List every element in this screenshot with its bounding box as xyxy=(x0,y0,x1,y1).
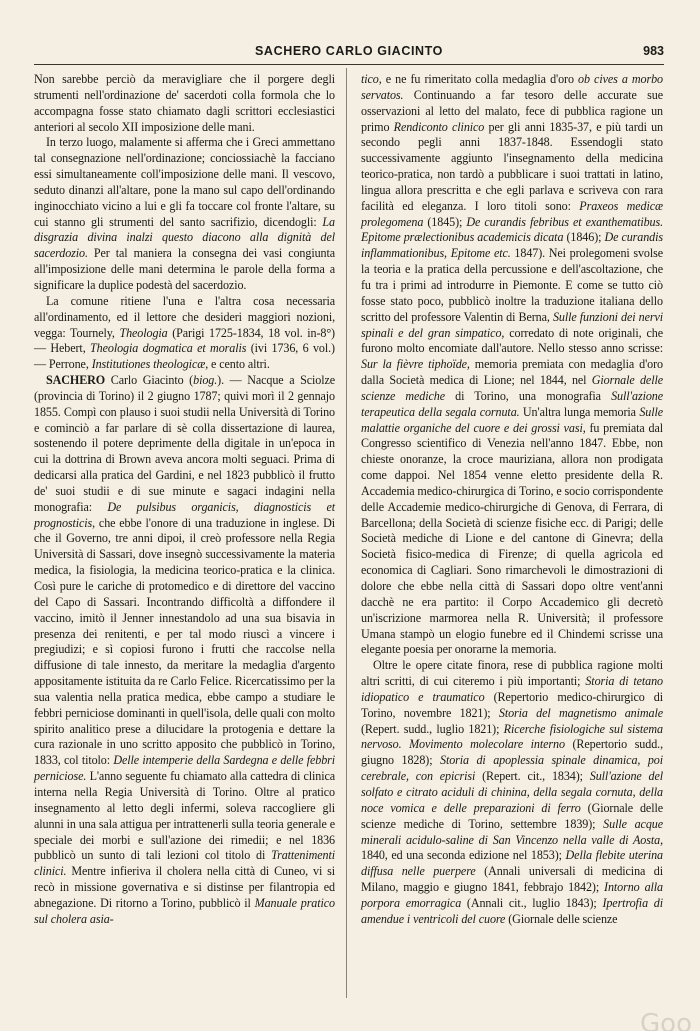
entry-sachero: SACHERO Carlo Giacinto (biog.). — Nacque a Sciolze (provincia di Torino) il 2 giugno 1787; quivi morì il 2 gennajo 1855. Compì con plauso i suoi studii nella Università di Torino e cominciò a far parlare di sè colla dissertazione di laurea, sostenendo il potere deprimente della digitale in un'epoca in cui la dottrina di Brown aveva ancora molti seguaci. Prima di dedicarsi alla pratica del Gardini, e nel 1823 pubblicò il frutto de' suoi studii e di sue minute e sagaci indagini nella monografia: De pulsibus organicis, diagnosticis et prognosticis, che ebbe l'onore di una traduzione in inglese. Di che il Governo, tre anni dipoi, il creò professore nella Regia Università di Sassari, dove insegnò successivamente la materia medica, la fisiologia, la medicina teorico-pratica e la clinica. Così pure le cariche di protomedico e di direttore del vaccino del Capo di Sassari. Incontrando difficoltà a diffondere il vaccino, imitò il Jenner innestandolo ad una sua bisavia in presenza dei renitenti, e per tal modo riuscì a vincere i pregiudizi; e sì copiosi furono i frutti che raccolse nella diffusione di tale innesto, da meritare la medaglia d'argento appositamente istituita da re Carlo Felice. Ricercatissimo per la sua valentia nella pratica medica, ebbe campo a studiare le febbri perniciose dominanti in quell'isola, delle quali con molto spirito analitico prese a dilucidare la protogenia e dettare la cura razionale in uno scritto apposito che pubblicò in Torino, 1833, col titolo: Delle intemperie della Sardegna e delle febbri perniciose. L'anno seguente fu chiamato alla cattedra di clinica interna nella Regia Università di Torino. Oltre al pratico insegnamento al letto degli infermi, soleva raccogliere gli alunni in una sala attigua per intrattenerli sulla teoria generale e speciale dei morbi e sull'azione dei rimedii; e nel 1836 pubblicò un sunto di tali lezioni col titolo di Trattenimenti clinici. Mentre infieriva il cholera nella città di Cuneo, vi si recò in missione governativa e si distinse per filantropia ed abnegazione. Di ritorno a Torino, pubblicò il Manuale pratico sul cholera asia- xyxy=(34,373,336,926)
right-column xyxy=(361,72,663,928)
header-title: SACHERO CARLO GIACINTO xyxy=(255,44,443,58)
left-column xyxy=(34,72,335,928)
scan-watermark: Goo xyxy=(640,1009,692,1031)
running-header xyxy=(34,44,664,65)
entry-continuation: tico, e ne fu rimeritato colla medaglia d'oro ob cives a morbo servatos. Continuando a far tesoro delle accurate sue osservazioni al letto del malato, fece di pubblica ragione un primo Rendiconto clinico per gli anni 1835-37, e più tardi un secondo pegli anni 1837-1848. Essendogli stato successivamente aggiunto l'insegnamento della medicina teorico-pratica, non tardò a pubblicare i suoi trattati in latino, lingua allora prescritta e che egli parlava e scriveva con rara facilità ed eleganza. I loro titoli sono: Praxeos medicæ prolegomena (1845); De curandis febribus et exanthematibus. Epitome prælectionibus academicis dicata (1846); De curandis inflammationibus, Epitome etc. 1847). Nei prolegomeni svolse la teoria e la pratica della percussione e dell'ascoltazione, che fu tra i primi ad introdurre in Piemonte. E come se tutto ciò fosse stato poco, pubblicò inoltre la traduzione italiana dello scritto del professore Valentin di Berna, Sulle funzioni dei nervi spinali e del gran simpatico, corredato di note originali, che furono molto encomiate dall'autore. Nello stesso anno scrisse: Sur la fièvre tiphoïde, memoria premiata con medaglia d'oro dalla Società medica di Lione; nel 1844, nel Giornale delle scienze mediche di Torino, una monografia Sull'azione terapeutica della segala cornuta. Un'altra lunga memoria Sulle malattie organiche del cuore e dei grossi vasi, fu premiata dal Congresso scientifico di Venezia nell'anno 1847. Ebbe, non chieste onoranze, la croce mauriziana, allora non prodigata come dappoi. Nel 1854 venne eletto presidente della R. Accademia medico-chirurgica di Torino, e socio corrispondente delle Accademie medico-chirurgiche di Genova, di Ferrara, di Barcellona; della Società di scienze fisiche ecc. di Parigi; delle Società mediche di Lione e del cantone di Ginevra; della Società fisico-medica di Firenze; di quella agricola ed economica di Cagliari. Sono rimarchevoli le dimostrazioni di dolore che ebbe nella città di Sassari dopo oltre vent'anni dacchè ne era partito: il Corpo Accademico gli decretò un'iscrizione marmorea nella R. Università; il professore Umana stampò un elogio funebre ed il Chindemi scrisse una elegante poesia per onorarne la memoria. xyxy=(361,72,664,657)
paragraph-continuation: Non sarebbe perciò da meravigliare che il porgere degli strumenti nell'ordinazione de' sacerdoti colla formola che lo accompagna fosse stato chiamato dagli scrittori ecclesiastici anteriori al secolo XII imposizione delle mani. xyxy=(34,72,335,134)
entry-headword: SACHERO xyxy=(46,373,106,388)
paragraph-greci: In terzo luogo, malamente si afferma che i Greci ammettano tal consegnazione nell'ordinazione; conciossiachè la facciano essi simultaneamente coll'imposizione delle mani. Il vescovo, seduto dinanzi all'altare, pone la mano sul capo dell'ordinando inginocchiato vicino a lui e gli fa toccare col fronte l'altare, su cui stanno gli strumenti del santo sacrifizio, dicendogli: La disgrazia divina inalzi questo diacono alla dignità del sacerdozio. Per tal maniera la consegna dei vasi congiunta all'imposizione delle mani determina le parole della forma a significare la duplice podestà del sacerdozio. xyxy=(34,135,335,292)
paragraph-bibliography: La comune ritiene l'una e l'altra cosa necessaria all'ordinamento, ed il lettore che desideri maggiori nozioni, vegga: Tournely, Theologia (Parigi 1725-1834, 18 vol. in-8°) — Hebert, Theologia dogmatica et moralis (ivi 1736, 6 vol.) — Perrone, Institutiones theologicæ, e cento altri. xyxy=(34,293,335,372)
column-divider xyxy=(346,68,347,998)
paragraph-other-works: Oltre le opere citate finora, rese di pubblica ragione molti altri scritti, di cui citeremo i più importanti; Storia di tetano idiopatico e traumatico (Repertorio medico-chirurgico di Torino, novembre 1821); Storia del magnetismo animale (Repert. sudd., luglio 1821); Ricerche fisiologiche sul sistema nervoso. Movimento molecolare interno (Repertorio sudd., giugno 1828); Storia di apoplessia spinale dinamica, poi cerebrale, con epicrisi (Repert. cit., 1834); Sull'azione del solfato e citrato aciduli di chinina, della segala cornuta, della noce vomica e delle preparazioni di ferro (Giornale delle scienze mediche di Torino, settembre 1839); Sulle acque minerali acidulo-saline di San Vincenzo nella valle di Aosta, 1840, ed una seconda edizione nel 1853); Della flebite uterina diffusa nelle puerpere (Annali universali di medicina di Milano, maggio e giugno 1841, febbrajo 1842); Intorno alla porpora emorragica (Annali cit., luglio 1843); Ipertrofia di amendue i ventricoli del cuore (Giornale delle scienze xyxy=(361,658,664,926)
page-number: 983 xyxy=(643,44,664,58)
